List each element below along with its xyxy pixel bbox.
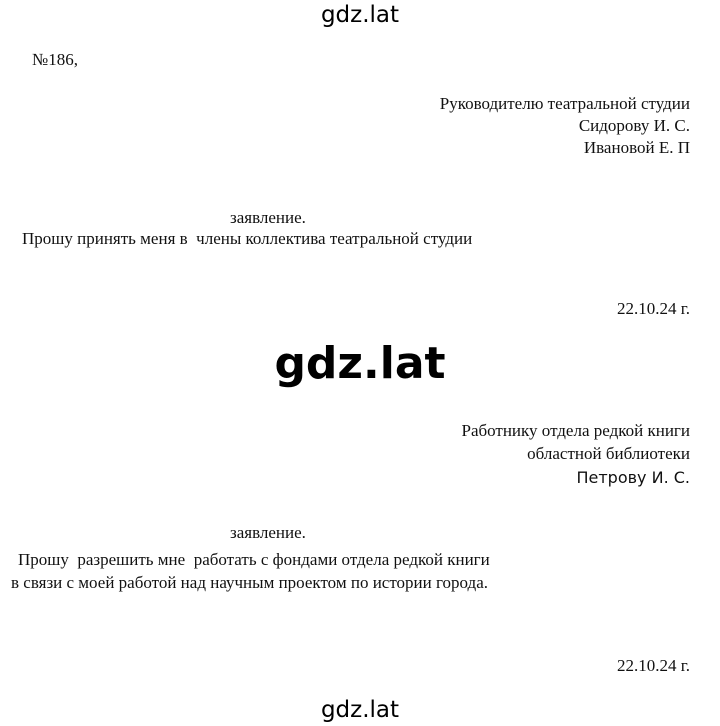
exercise-number: №186, [32,50,78,69]
addressee-line-2: Сидорову И. С. [578,116,690,135]
statement-body-line-1: Прошу разрешить мне работать с фондами отдела редкой книги [18,550,490,569]
addressee-line-1: Работнику отдела редкой книги [461,421,690,440]
addressee-line-3: Ивановой Е. П [583,138,690,157]
statement-title: заявление. [230,523,306,542]
addressee-line-3: Петрову И. С. [576,468,690,487]
watermark-top: gdz.lat [320,2,400,28]
statement-date: 22.10.24 г. [616,656,690,675]
addressee-line-2: областной библиотеки [527,444,690,463]
watermark-middle: gdz.lat [274,338,446,389]
statement-date: 22.10.24 г. [616,299,690,318]
statement-body-line-1: Прошу принять меня в члены коллектива театральной студии [22,229,473,248]
addressee-line-1: Руководителю театральной студии [439,94,690,113]
statement-title: заявление. [230,208,306,227]
statement-body-line-2: в связи с моей работой над научным проектом по истории города. [11,573,489,592]
watermark-bottom: gdz.lat [320,697,400,723]
